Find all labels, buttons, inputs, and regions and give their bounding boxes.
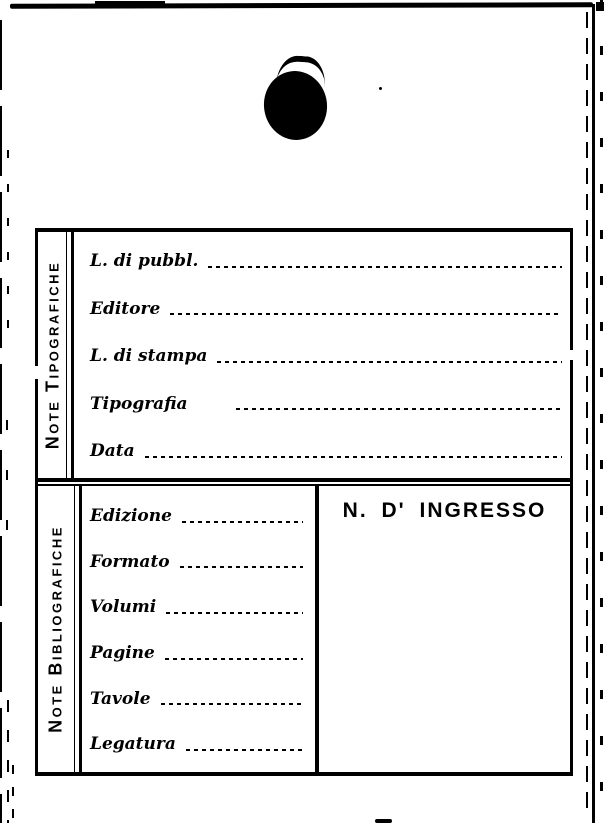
field-row-legatura xyxy=(90,735,303,755)
field-value-line xyxy=(208,266,562,268)
scan-right-edge-dashed-line xyxy=(586,12,588,818)
field-value-line xyxy=(182,521,303,523)
accession-number-panel xyxy=(315,486,570,772)
bibliographic-side-label: Note Bibliografiche xyxy=(45,525,66,733)
scan-left-edge-speckles-upper xyxy=(7,150,9,335)
field-row-luogo-stampa xyxy=(90,347,562,367)
field-row-pagine xyxy=(90,644,303,664)
typographic-notes-section xyxy=(38,232,570,478)
scan-speckle-dot xyxy=(379,87,382,90)
field-value-line xyxy=(170,313,562,315)
hole-punch-arc-mark xyxy=(276,54,327,87)
field-row-tipografia xyxy=(90,395,562,415)
typographic-side-label-column xyxy=(38,232,74,478)
field-value-line xyxy=(166,612,303,614)
scan-right-edge-speckles xyxy=(600,0,603,823)
field-label: L. di pubbl. xyxy=(90,251,199,272)
scan-gap-right-border xyxy=(570,350,577,360)
library-card-form xyxy=(35,228,573,776)
scan-gap-left-border xyxy=(34,366,41,379)
field-label: L. di stampa xyxy=(90,346,208,367)
field-value-line xyxy=(217,361,562,363)
field-label: Formato xyxy=(90,551,170,572)
field-label: Volumi xyxy=(90,597,157,618)
field-row-data xyxy=(90,442,562,462)
typographic-side-label: Note Tipografiche xyxy=(42,260,63,450)
field-row-volumi xyxy=(90,598,303,618)
scan-top-edge-thick-segment xyxy=(95,1,165,4)
section-divider-rule xyxy=(38,478,570,486)
field-row-editore xyxy=(90,300,562,320)
scan-right-edge-line xyxy=(592,4,595,823)
scan-left-edge-speckles-lower xyxy=(7,700,9,823)
accession-number-value xyxy=(319,533,570,553)
field-label: Edizione xyxy=(90,506,172,527)
field-value-line xyxy=(180,566,303,568)
bibliographic-fields xyxy=(82,486,315,772)
field-label: Data xyxy=(90,441,135,462)
scan-top-right-corner-mark xyxy=(596,2,604,11)
scan-left-edge-speckles-middle xyxy=(6,420,8,540)
field-value-line xyxy=(165,658,303,660)
field-label: Pagine xyxy=(90,643,155,664)
bibliographic-notes-section xyxy=(38,486,570,772)
field-value-line xyxy=(186,749,303,751)
field-row-luogo-pubblicazione xyxy=(90,252,562,272)
field-row-tavole xyxy=(90,690,303,710)
scan-bottom-left-speckles xyxy=(12,765,14,823)
field-value-line xyxy=(145,456,562,458)
typographic-fields xyxy=(74,232,570,478)
field-label: Tipografia xyxy=(90,393,188,414)
scan-bottom-edge-mark xyxy=(375,819,392,823)
scan-left-edge-line xyxy=(0,20,2,823)
field-label: Tavole xyxy=(90,688,151,709)
field-value-line xyxy=(161,703,303,705)
field-row-edizione xyxy=(90,507,303,527)
field-value-line xyxy=(236,408,562,410)
accession-number-title: N. D' INGRESSO xyxy=(342,499,547,522)
field-label: Legatura xyxy=(90,734,176,755)
field-label: Editore xyxy=(90,298,161,319)
field-row-formato xyxy=(90,553,303,573)
bibliographic-side-label-column xyxy=(38,486,82,772)
